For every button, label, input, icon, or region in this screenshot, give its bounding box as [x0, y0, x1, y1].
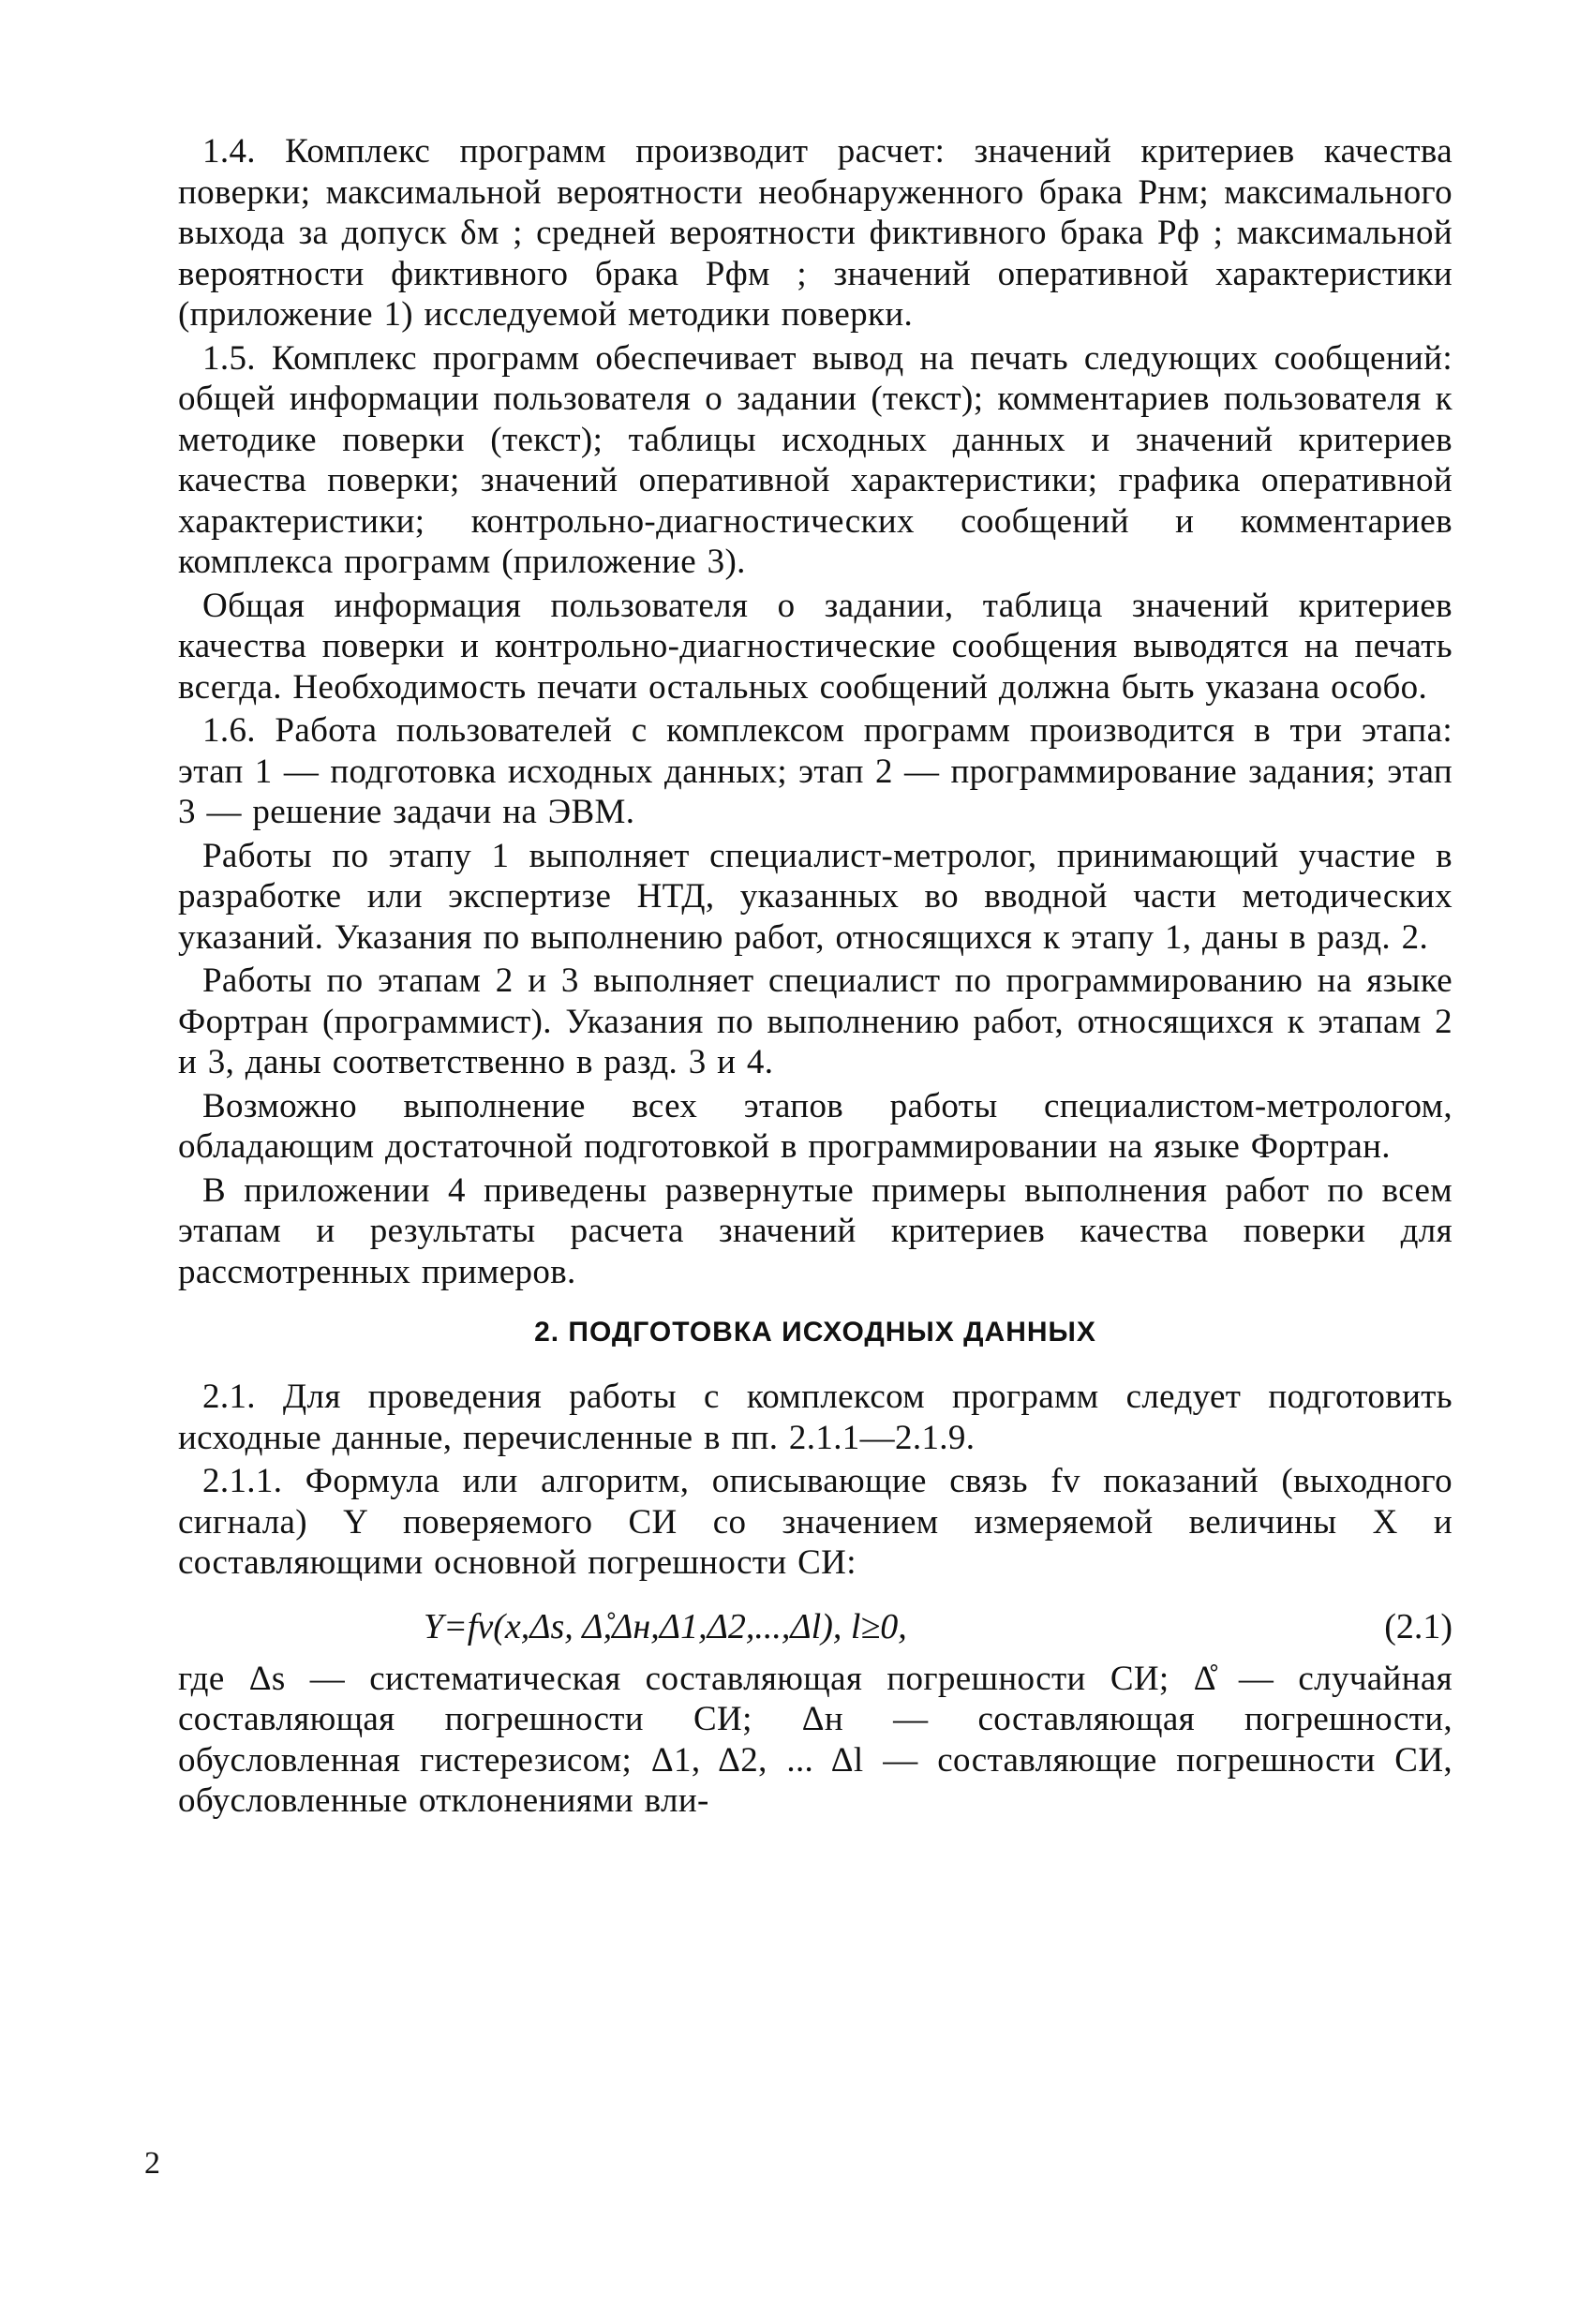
paragraph-appendix-4: В приложении 4 приведены развернутые примеры выполнения работ по всем этапам и результаты расчета значений критериев качества поверки для рассмотренных примеров.	[178, 1170, 1452, 1291]
paragraph-1-6: 1.6. Работа пользователей с комплексом программ производится в три этапа: этап 1 — подготовка исходных данных; этап 2 — программирование задания; этап 3 — решение задачи на ЭВМ.	[178, 711, 1452, 831]
section-heading: 2. ПОДГОТОВКА ИСХОДНЫХ ДАННЫХ	[534, 1317, 1096, 1348]
paragraph-2-1: 2.1. Для проведения работы с комплексом программ следует подготовить исходные данные, перечисленные в пп. 2.1.1—2.1.9.	[178, 1378, 1452, 1457]
paragraph-all-stages: Возможно выполнение всех этапов работы специалистом-метрологом, обладающим достаточной подготовкой в программировании на языке Фортран.	[178, 1086, 1452, 1166]
paragraph-stage-1: Работы по этапу 1 выполняет специалист-метролог, принимающий участие в разработке или экспертизе НТД, указанных во вводной части методических указаний. Указания по выполнению работ, относящихся к этапу 1, даны в разд. 2.	[178, 836, 1452, 957]
page-body	[178, 131, 1452, 1825]
paragraph-where: где Δs — систематическая составляющая погрешности СИ; Δ̊ — случайная составляющая погрешности СИ; Δн — составляющая погрешности, обусловленная гистерезисом; Δ1, Δ2, ... Δl — составляющие погрешности СИ, обусловленные отклонениями вли-	[178, 1659, 1452, 1820]
formula-2-1	[178, 1597, 1452, 1655]
paragraph-stages-2-3: Работы по этапам 2 и 3 выполняет специалист по программированию на языке Фортран (программист). Указания по выполнению работ, относящихся к этапам 2 и 3, даны соответственно в разд. 3 и 4.	[178, 961, 1452, 1081]
paragraph-2-1-1: 2.1.1. Формула или алгоритм, описывающие связь fv показаний (выходного сигнала) Y поверяемого СИ со значением измеряемой величины X и составляющими основной погрешности СИ:	[178, 1462, 1452, 1582]
paragraph-1-4: 1.4. Комплекс программ производит расчет: значений критериев качества поверки; максимальной вероятности необнаруженного брака Pнм; максимального выхода за допуск δм ; средней вероятности фиктивного брака Pф ; максимальной вероятности фиктивного брака Pфм ; значений оперативной характеристики (приложение 1) исследуемой методики поверки.	[178, 132, 1452, 334]
paragraph-general-info: Общая информация пользователя о задании, таблица значений критериев качества поверки и контрольно-диагностические сообщения выводятся на печать всегда. Необходимость печати остальных сообщений должна быть указана особо.	[178, 586, 1452, 707]
formula-expression: Y=fv(x,Δs, Δ̊,Δн,Δ1,Δ2,...,Δl), l≥0,	[424, 1606, 907, 1646]
paragraph-1-5: 1.5. Комплекс программ обеспечивает вывод на печать следующих сообщений: общей информации пользователя о задании (текст); комментариев пользователя к методике поверки (текст); таблицы исходных данных и значений критериев качества поверки; значений оперативной характеристики; графика оперативной характеристики; контрольно-диагностических сообщений и комментариев комплекса программ (приложение 3).	[178, 338, 1452, 581]
formula-number: (2.1)	[1384, 1606, 1452, 1646]
page-number: 2	[144, 2146, 160, 2181]
